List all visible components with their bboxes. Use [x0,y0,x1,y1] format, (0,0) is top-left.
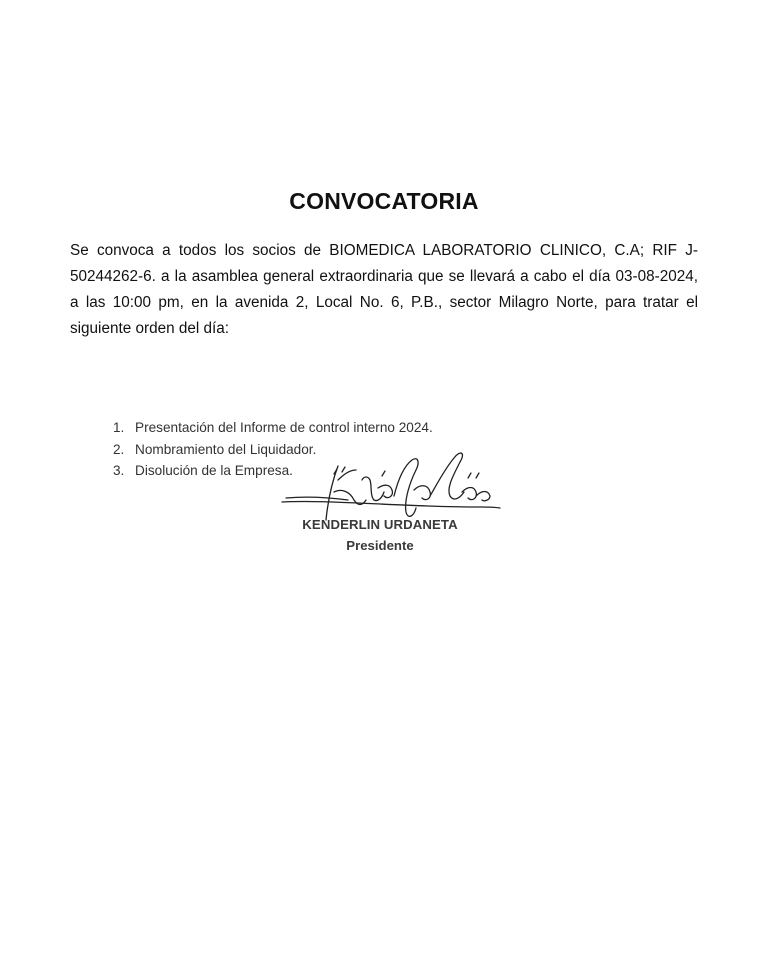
document-title: CONVOCATORIA [289,188,479,214]
agenda-item-text: Disolución de la Empresa. [135,463,293,478]
signer-name: KENDERLIN URDANETA [302,517,458,532]
convocation-paragraph: Se convoca a todos los socios de BIOMEDICA LABORATORIO CLINICO, C.A; RIF J-50244262-6. a la asamblea general extraordinaria que se llevará a cabo el día 03-08-2024, a las 10:00 pm, en la avenida 2, Local No. 6, P.B., sector Milagro Norte, para tratar el siguiente orden del día: [70,242,698,337]
agenda-item-text: Nombramiento del Liquidador. [135,441,317,457]
agenda-item-text: Presentación del Informe de control interno 2024. [135,420,433,435]
agenda-item-number: 1. [113,420,125,435]
agenda-item-number: 2. [113,441,125,457]
agenda-item [113,417,533,439]
agenda-item-number: 3. [113,463,125,478]
signer-role: Presidente [346,538,414,553]
